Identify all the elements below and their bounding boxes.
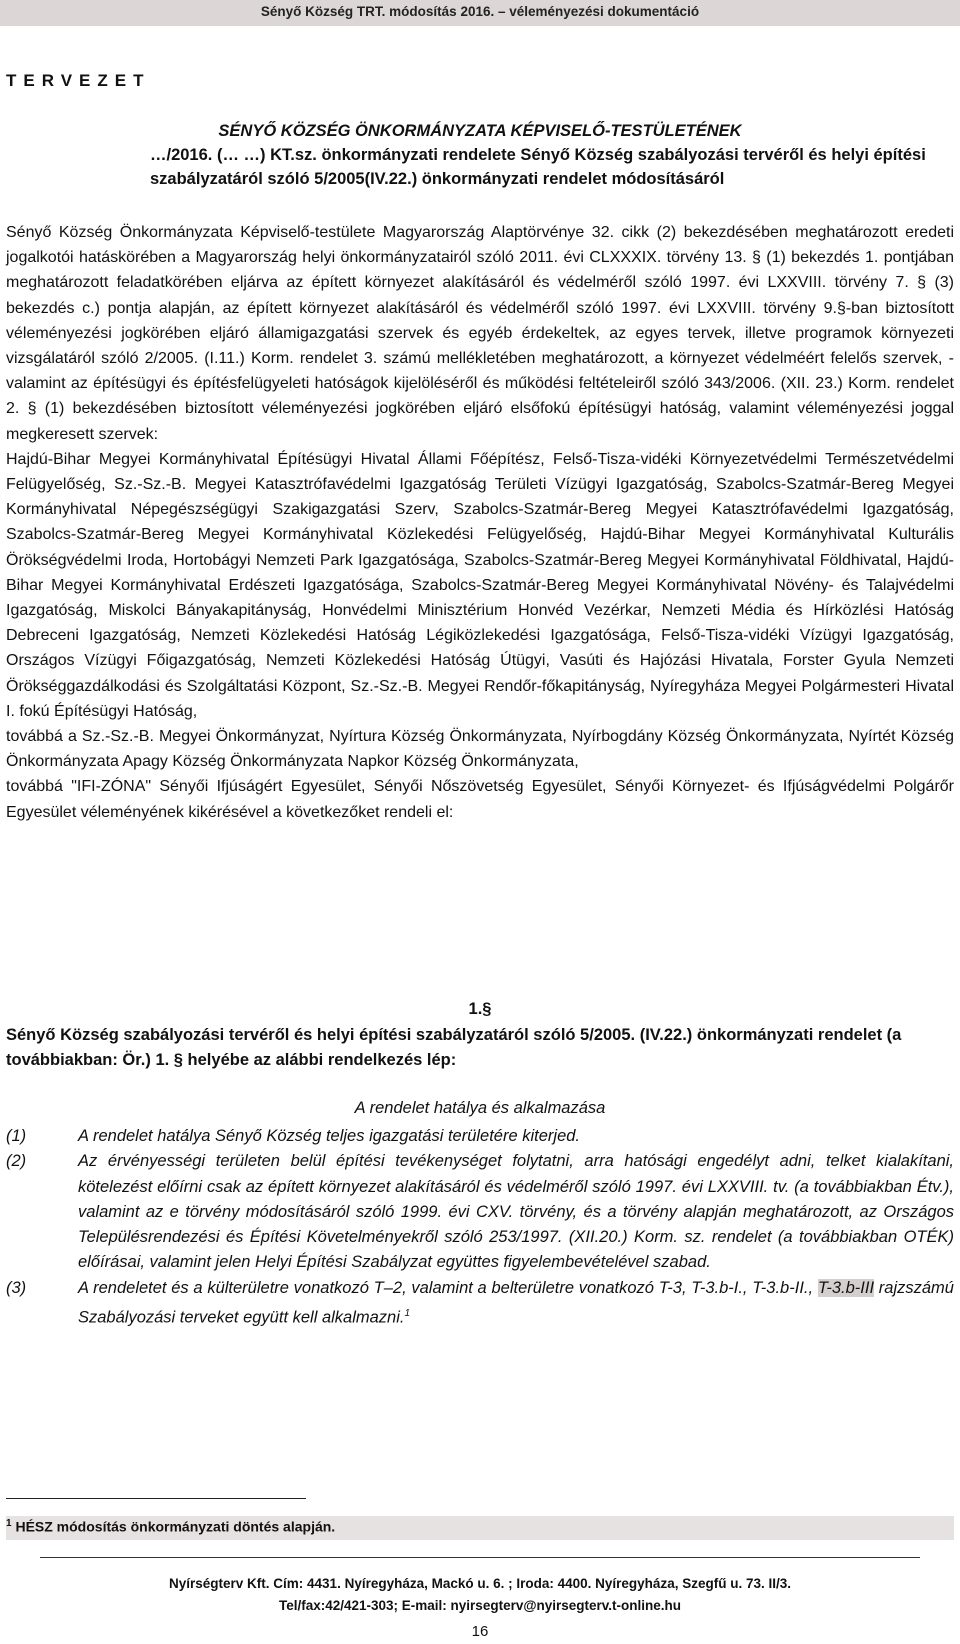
section-number: 1.§	[468, 1000, 492, 1018]
footer-address: Nyírségterv Kft. Cím: 4431. Nyíregyháza, Mackó u. 6. ; Iroda: 4400. Nyíregyháza, Szegfű u. 73. II/3.	[169, 1576, 791, 1591]
running-header	[0, 0, 960, 26]
footnote-text: HÉSZ módosítás önkormányzati döntés alapján.	[15, 1518, 336, 1535]
document-title: SÉNYŐ KÖZSÉG ÖNKORMÁNYZATA KÉPVISELŐ-TESTÜLETÉNEK	[218, 122, 742, 140]
draft-label: TERVEZET	[6, 71, 151, 90]
footnote-number: 1	[6, 1518, 12, 1529]
provision-text	[78, 1276, 954, 1331]
running-header-title: Sényő Község TRT. módosítás 2016. – véleményezési dokumentáció	[260, 4, 700, 19]
provision-item	[6, 1124, 954, 1149]
section-text: Sényő Község szabályozási tervéről és helyi építési szabályzatáról szóló 5/2005. (IV.22.) önkormányzati rendelet (a továbbiakban: Ör.) 1. § helyébe az alábbi rendelkezés lép:	[6, 1026, 902, 1069]
footnote-separator	[6, 1498, 306, 1499]
provision-text-part: rajzszámú Szabályozási terveket együtt kell alkalmazni.	[78, 1278, 954, 1327]
highlighted-drawing-number: T-3.b-III	[817, 1278, 875, 1297]
preamble-paragraph: Hajdú-Bihar Megyei Kormányhivatal Építésügyi Hivatal Állami Főépítész, Felső-Tisza-vidéki Környezetvédelmi Természetvédelmi Felügyelőség, Sz.-Sz.-B. Megyei Katasztrófavédelmi Igazgatóság Területi Vízügyi Igazgatóság, Szabolcs-Szatmár-Bereg Megyei Kormányhivatal Népegészségügyi Szakigazgatási Szerv, Szabolcs-Szatmár-Bereg Megyei Katasztrófavédelmi Igazgatóság, Szabolcs-Szatmár-Bereg Megyei Kormányhivatal Közlekedési Felügyelőség, Hajdú-Bihar Megyei Kormányhivatal Kulturális Örökségvédelmi Iroda, Hortobágyi Nemzeti Park Igazgatósága, Szabolcs-Szatmár-Bereg Megyei Kormányhivatal Földhivatal, Hajdú-Bihar Megyei Kormányhivatal Erdészeti Igazgatósága, Szabolcs-Szatmár-Bereg Megyei Kormányhivatal Növény- és Talajvédelmi Igazgatóság, Miskolci Bányakapitányság, Honvédelmi Minisztérium Honvéd Vezérkar, Nemzeti Média és Hírközlési Hatóság Debreceni Igazgatóság, Nemzeti Közlekedési Hatóság Légiközlekedési Igazgatósága, Felső-Tisza-vidéki Vízügyi Igazgatóság, Országos Vízügyi Főigazgatóság, Nemzeti Közlekedési Hatóság Útügyi, Vasúti és Hajózási Hivatala, Forster Gyula Nemzeti Örökséggazdálkodási és Szolgáltatási Központ, Sz.-Sz.-B. Megyei Rendőr-főkapitányság, Nyíregyháza Megyei Polgármesteri Hivatal I. fokú Építésügyi Hatóság,	[6, 450, 954, 720]
provision-text-part: A rendeletet és a külterületre vonatkozó T–2, valamint a belterületre vonatkozó T-3, T-3.b-I., T-3.b-II.,	[78, 1278, 818, 1297]
provision-item	[6, 1276, 954, 1331]
provision-number: (3)	[6, 1278, 27, 1297]
footer-contact: Tel/fax:42/421-303; E-mail: nyirsegterv@nyirsegterv.t-online.hu	[278, 1598, 682, 1613]
preamble	[6, 220, 954, 825]
document-subtitle: …/2016. (… …) KT.sz. önkormányzati rendelete Sényő Község szabályozási tervéről és helyi építési szabályzatáról szóló 5/2005(IV.22.) önkormányzati rendelet módosításáról	[150, 146, 926, 188]
footer-separator	[40, 1557, 920, 1558]
footer	[0, 1573, 960, 1617]
preamble-paragraph: Sényő Község Önkormányzata Képviselő-testülete Magyarország Alaptörvénye 32. cikk (2) bekezdésében meghatározott eredeti jogalkotói hatáskörében a Magyarország helyi önkormányzatairól szóló 2011. évi CLXXXIX. törvény 13. § (1) bekezdés 1. pontjában meghatározott feladatkörében eljárva az épített környezet alakításáról és védelméről szóló 1997. évi LXXVIII. törvény 7. § (3) bekezdés c.) pontja alapján, az épített környezet alakításáról és védelméről szóló 1997. évi LXXVIII. törvény 9.§-ban biztosított véleményezési jogkörében eljáró államigazgatási szervek és egyéb érdekeltek, az egyes tervek, illetve programok környezeti vizsgálatáról szóló 2/2005. (I.11.) Korm. rendelet 3. számú mellékletében meghatározott, a környezet védelméért felelős szervek, - valamint az építésügyi és építésfelügyeleti hatóságok kijelöléséről és működési feltételeiről szóló 343/2006. (XII. 23.) Korm. rendelet 2. § (1) bekezdésében biztosított véleményezési jogkörében eljáró elsőfokú építésügyi hatóság, valamint véleményezési joggal megkeresett szervek:	[6, 224, 954, 443]
provision-item	[6, 1149, 954, 1275]
provision-number: (2)	[6, 1152, 27, 1171]
footnote	[6, 1518, 335, 1535]
footnote-reference[interactable]: 1	[404, 1308, 411, 1320]
preamble-paragraph: továbbá a Sz.-Sz.-B. Megyei Önkormányzat, Nyírtura Község Önkormányzata, Nyírbogdány Község Önkormányzata, Nyírtét Község Önkormányzata Apagy Község Önkormányzata Napkor Község Önkormányzata,	[6, 728, 954, 771]
preamble-paragraph: továbbá "IFI-ZÓNA" Sényői Ifjúságért Egyesület, Sényői Nőszövetség Egyesület, Sényői Környezet- és Ifjúságvédelmi Polgárőr Egyesület véleményének kikérésével a következőket rendeli el:	[6, 778, 954, 821]
provision-text: Az érvényességi területen belül építési tevékenységet folytatni, arra hatósági engedélyt adni, telket kialakítani, kötelezést előírni csak az épített környezet alakításáról és védelméről szóló 1997. évi LXXVIII. tv. (a továbbiakban Étv.), valamint az e törvény módosításáról szóló 1999. évi CXV. törvény, és a törvény alapján meghatározott, az Országos Településrendezési és Építési Követelményekről szóló 253/1997. (XII.20.) Korm. sz. rendelet (a továbbiakban OTÉK) előírásai, valamint jelen Helyi Építési Szabályzat együttes figyelembevételével szabad.	[78, 1152, 954, 1272]
page-number: 16	[471, 1623, 489, 1640]
provision-number: (1)	[6, 1127, 27, 1145]
provision-list	[6, 1124, 954, 1331]
subsection-title: A rendelet hatálya és alkalmazása	[354, 1099, 606, 1117]
provision-text: A rendelet hatálya Sényő Község teljes igazgatási területére kiterjed.	[78, 1127, 581, 1145]
